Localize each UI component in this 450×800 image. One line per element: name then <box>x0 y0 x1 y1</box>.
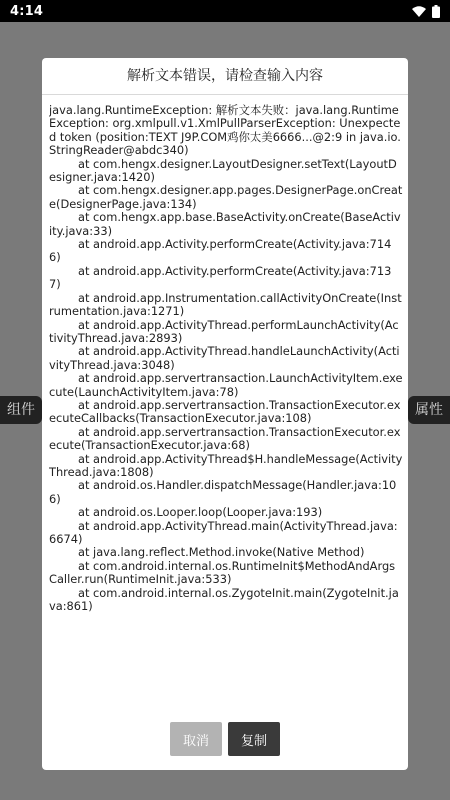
properties-tab[interactable]: 属性 <box>408 396 450 424</box>
error-dialog <box>42 58 408 770</box>
wifi-icon <box>412 6 426 17</box>
copy-button[interactable]: 复制 <box>228 722 280 756</box>
error-message: java.lang.RuntimeException: 解析文本失败：java.lang.RuntimeException: org.xmlpull.v1.XmlPullParserException: Unexpected token (position:TEXT J9P.COM鸡你太美6666...@2:9 in java.io.StringReader@abdc340) at com.hengx.designer.LayoutDesigner.setText(LayoutDesigner.java:1420) at com.hengx.designer.app.pages.DesignerPage.onCreate(DesignerPage.java:134) at com.hengx.app.base.BaseActivity.onCreate(BaseActivity.java:33) at android.app.Activity.performCreate(Activity.java:7146) at android.app.Activity.performCreate(Activity.java:7137) at android.app.Instrumentation.callActivityOnCreate(Instrumentation.java:1271) at android.app.ActivityThread.performLaunchActivity(ActivityThread.java:2893) at android.app.ActivityThread.handleLaunchActivity(ActivityThread.java:3048) at android.app.servertransaction.LaunchActivityItem.execute(LaunchActivityItem.java:78) at android.app.servertransaction.TransactionExecutor.executeCallbacks(TransactionExecutor.java:108) at android.app.servertransaction.TransactionExecutor.execute(TransactionExecutor.java:68) at android.app.ActivityThread$H.handleMessage(ActivityThread.java:1808) at android.os.Handler.dispatchMessage(Handler.java:106) at android.os.Looper.loop(Looper.java:193) at android.app.ActivityThread.main(ActivityThread.java:6674) at java.lang.reflect.Method.invoke(Native Method) at com.android.internal.os.RuntimeInit$MethodAndArgsCaller.run(RuntimeInit.java:533) at com.android.internal.os.ZygoteInit.main(ZygoteInit.java:861) <box>49 104 403 614</box>
components-tab[interactable]: 组件 <box>0 396 42 424</box>
status-icons <box>412 5 440 18</box>
status-bar <box>0 0 450 22</box>
battery-icon <box>432 5 440 18</box>
dialog-title: 解析文本错误，请检查输入内容 <box>42 58 408 95</box>
dialog-buttons <box>42 722 408 756</box>
cancel-button[interactable]: 取消 <box>170 722 222 756</box>
status-time: 4:14 <box>10 3 44 19</box>
